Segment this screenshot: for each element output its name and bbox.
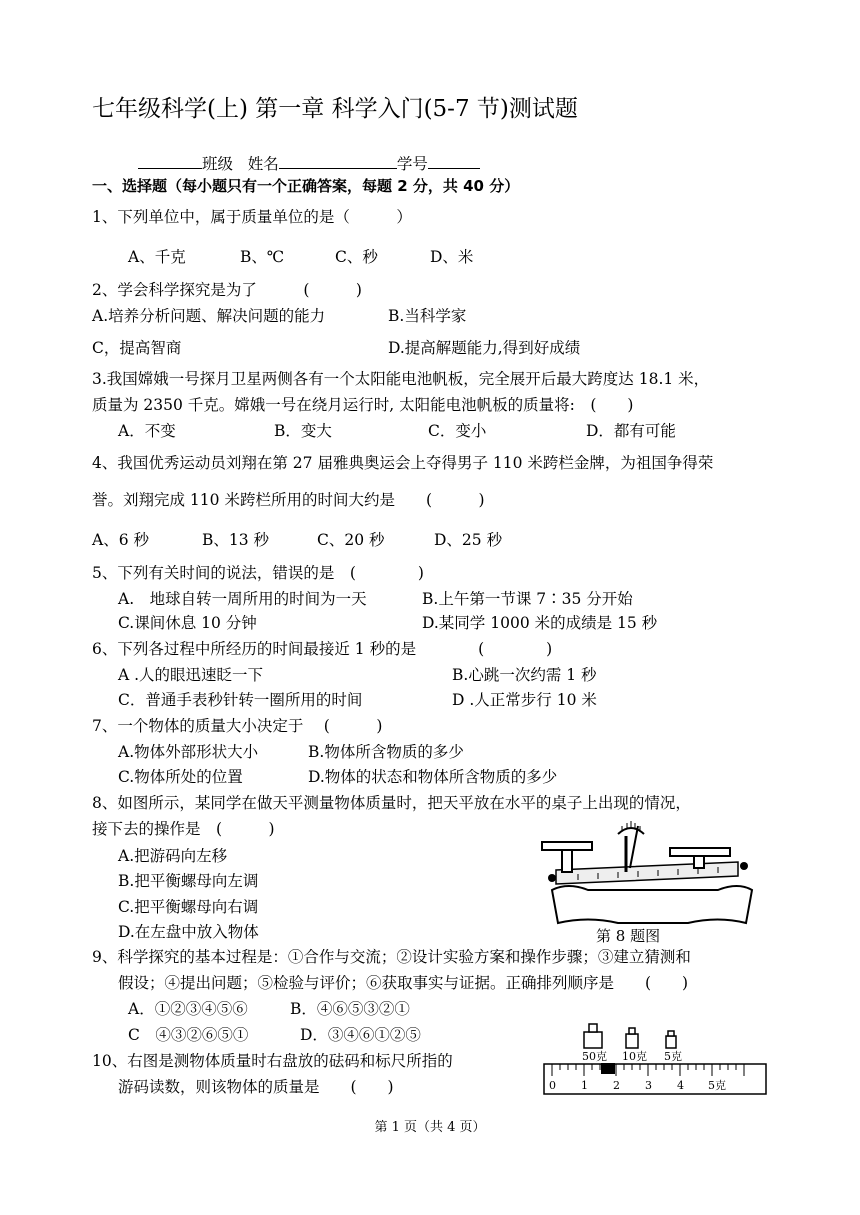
q8-line1: 8、如图所示，某同学在做天平测量物体质量时，把天平放在水平的桌子上出现的情况， <box>92 794 691 812</box>
q7-option-b[interactable]: B.物体所含物质的多少 <box>308 743 464 761</box>
q6-stem: 6、下列各过程中所经历的时间最接近 1 秒的是 ( ) <box>92 640 553 658</box>
q4-line2: 誉。刘翔完成 110 米跨栏所用的时间大约是 ( ) <box>92 491 485 509</box>
q3-line2: 质量为 2350 千克。嫦娥一号在绕月运行时, 太阳能电池帆板的质量将: ( ) <box>92 396 634 414</box>
q2-option-b[interactable]: B.当科学家 <box>388 307 467 325</box>
ruler-tick-4: 4 <box>677 1079 684 1092</box>
q8-option-b[interactable]: B.把平衡螺母向左调 <box>118 872 259 890</box>
q9-option-b[interactable]: B．④⑥⑤③②① <box>290 1000 410 1018</box>
section-heading: 一、选择题（每小题只有一个正确答案，每题 2 分，共 40 分） <box>92 177 520 195</box>
figure-8-caption: 第 8 题图 <box>596 927 661 945</box>
q2-stem: 2、学会科学探究是为了 ( ) <box>92 281 362 299</box>
weight-5g-label: 5克 <box>664 1050 682 1063</box>
q2-option-a[interactable]: A.培养分析问题、解决问题的能力 <box>92 307 326 325</box>
q9-line2: 假设；④提出问题；⑤检验与评价；⑥获取事实与证据。正确排列顺序是 ( ) <box>118 974 689 992</box>
q6-option-b[interactable]: B.心跳一次约需 1 秒 <box>452 666 597 684</box>
q7-option-d[interactable]: D.物体的状态和物体所含物质的多少 <box>308 768 558 786</box>
right-pan <box>670 848 730 856</box>
rider-ruler <box>544 1064 766 1094</box>
q3-option-c[interactable]: C．变小 <box>428 422 487 440</box>
ruler-tick-0: 0 <box>549 1079 556 1092</box>
q10-line1: 10、右图是测物体质量时右盘放的砝码和标尺所指的 <box>92 1052 453 1070</box>
id-label: 学号 <box>396 155 428 173</box>
q4-option-d[interactable]: D、25 秒 <box>434 531 503 549</box>
q3-option-a[interactable]: A．不变 <box>118 422 176 440</box>
id-blank[interactable] <box>428 152 480 169</box>
balance-beam <box>556 862 738 884</box>
weight-50g <box>584 1032 602 1048</box>
ruler-tick-1: 1 <box>581 1079 588 1092</box>
weight-5g <box>666 1036 676 1048</box>
q3-option-d[interactable]: D．都有可能 <box>586 422 676 440</box>
right-balance-nut <box>740 862 748 870</box>
class-blank[interactable] <box>138 152 202 169</box>
student-info-line <box>138 152 480 175</box>
rider-marker <box>601 1063 615 1074</box>
q5-option-d[interactable]: D.某同学 1000 米的成绩是 15 秒 <box>422 614 658 632</box>
q1-option-c[interactable]: C、秒 <box>335 248 378 266</box>
balance-scale-figure <box>538 820 760 928</box>
q4-option-a[interactable]: A、6 秒 <box>92 531 149 549</box>
q8-option-d[interactable]: D.在左盘中放入物体 <box>118 923 259 941</box>
q4-option-c[interactable]: C、20 秒 <box>317 531 385 549</box>
exam-title: 七年级科学(上) 第一章 科学入门(5-7 节)测试题 <box>92 96 578 122</box>
q1-option-b[interactable]: B、℃ <box>240 248 285 266</box>
balance-base <box>552 886 752 923</box>
q5-option-c[interactable]: C.课间休息 10 分钟 <box>118 614 257 632</box>
balance-pointer <box>630 826 638 868</box>
q1-option-a[interactable]: A、千克 <box>128 248 186 266</box>
q6-option-c[interactable]: C．普通手表秒针转一圈所用的时间 <box>118 691 363 709</box>
q7-option-a[interactable]: A.物体外部形状大小 <box>118 743 259 761</box>
q2-option-d[interactable]: D.提高解题能力,得到好成绩 <box>388 339 581 357</box>
q5-option-b[interactable]: B.上午第一节课 7∶35 分开始 <box>422 590 633 608</box>
weights-and-ruler-figure <box>540 1018 770 1098</box>
q8-option-a[interactable]: A.把游码向左移 <box>118 847 228 865</box>
q6-option-d[interactable]: D .人正常步行 10 米 <box>452 691 597 709</box>
ruler-tick-3: 3 <box>645 1079 652 1092</box>
q9-option-a[interactable]: A．①②③④⑤⑥ <box>128 1000 248 1018</box>
left-pan <box>542 842 592 850</box>
weight-10g-label: 10克 <box>622 1050 647 1063</box>
q5-stem: 5、下列有关时间的说法，错误的是 ( ) <box>92 564 424 582</box>
page-footer: 第 1 页（共 4 页） <box>374 1120 486 1135</box>
name-label: 姓名 <box>247 155 279 173</box>
q7-option-c[interactable]: C.物体所处的位置 <box>118 768 243 786</box>
q3-line1: 3.我国嫦娥一号探月卫星两侧各有一个太阳能电池帆板，完全展开后最大跨度达 18.1 米， <box>92 370 710 388</box>
q5-option-a[interactable]: A. 地球自转一周所用的时间为一天 <box>118 590 367 608</box>
q6-option-a[interactable]: A .人的眼迅速眨一下 <box>118 666 264 684</box>
q1-stem: 1、下列单位中，属于质量单位的是（ ） <box>92 208 412 226</box>
q3-option-b[interactable]: B．变大 <box>274 422 332 440</box>
q10-line2: 游码读数，则该物体的质量是 ( ) <box>118 1078 394 1096</box>
q7-stem: 7、一个物体的质量大小决定于 ( ) <box>92 717 383 735</box>
left-balance-nut <box>548 874 556 882</box>
weight-50g-label: 50克 <box>582 1050 607 1063</box>
ruler-tick-2: 2 <box>613 1079 620 1092</box>
name-blank[interactable] <box>279 152 397 169</box>
q2-option-c[interactable]: C，提高智商 <box>92 339 182 357</box>
q4-option-b[interactable]: B、13 秒 <box>202 531 270 549</box>
q8-line2: 接下去的操作是 ( ) <box>92 820 275 838</box>
q9-option-d[interactable]: D．③④⑥①②⑤ <box>300 1026 421 1044</box>
q8-option-c[interactable]: C.把平衡螺母向右调 <box>118 898 259 916</box>
class-label: 班级 <box>202 155 234 173</box>
q9-option-c[interactable]: C ④③②⑥⑤① <box>128 1026 249 1044</box>
q4-line1: 4、我国优秀运动员刘翔在第 27 届雅典奥运会上夺得男子 110 米跨栏金牌，为祖国争得荣 <box>92 454 714 472</box>
weight-10g <box>626 1034 638 1048</box>
ruler-tick-5: 5克 <box>708 1079 726 1092</box>
q9-line1: 9、科学探究的基本过程是：①合作与交流；②设计实验方案和操作步骤；③建立猜测和 <box>92 948 691 966</box>
q1-option-d[interactable]: D、米 <box>430 248 474 266</box>
